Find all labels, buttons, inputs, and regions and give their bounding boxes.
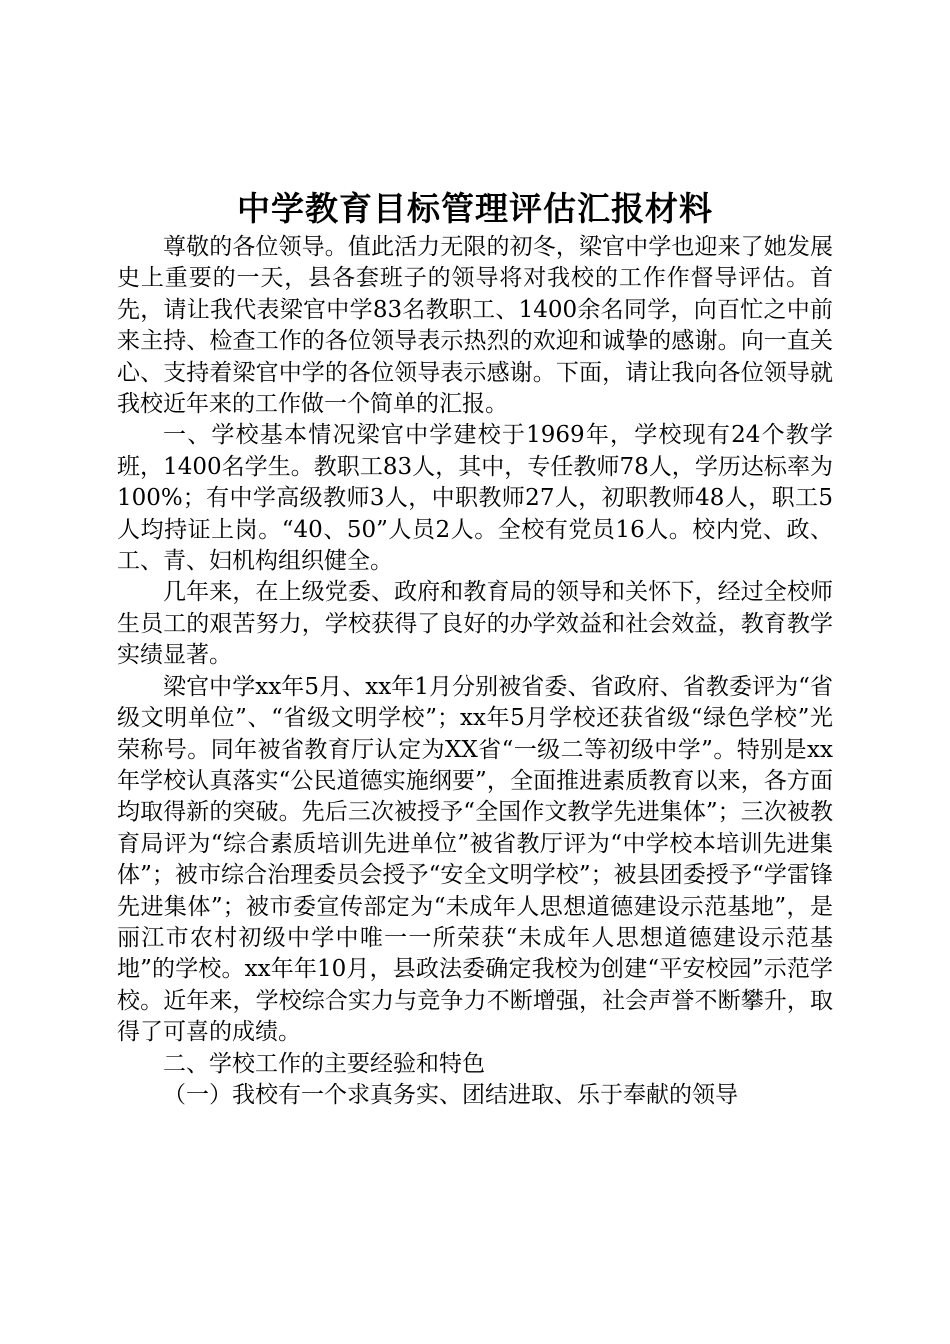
document-title: 中学教育目标管理评估汇报材料 [237,189,713,228]
document-body [117,232,833,1111]
section-heading-experience: 二、学校工作的主要经验和特色 [163,1050,485,1077]
paragraph-honors: 梁官中学xx年5月、xx年1月分别被省委、省政府、省教委评为“省级文明单位”、“省级文明学校”；xx年5月学校还获省级“绿色学校”光荣称号。同年被省教育厅认定为XX省“一级二等初级中学”。特别是xx年学校认真落实“公民道德实施纲要”，全面推进素质教育以来，各方面均取得新的突破。先后三次被授予“全国作文教学先进集体”；三次被教育局评为“综合素质培训先进单位”被省教厅评为“中学校本培训先进集体”；被市综合治理委员会授予“安全文明学校”；被县团委授予“学雷锋先进集体”；被市委宣传部定为“未成年人思想道德建设示范基地”，是丽江市农村初级中学中唯一一所荣获“未成年人思想道德建设示范基地”的学校。xx年年10月，县政法委确定我校为创建“平安校园”示范学校。近年来，学校综合实力与竞争力不断增强，社会声誉不断攀升，取得了可喜的成绩。 [117,673,833,1046]
paragraph-achievements-intro: 几年来，在上级党委、政府和教育局的领导和关怀下，经过全校师生员工的艰苦努力，学校获得了良好的办学效益和社会效益，教育教学实绩显著。 [117,579,833,669]
paragraph-basic-info: 一、学校基本情况梁官中学建校于1969年，学校现有24个教学班，1400名学生。教职工83人，其中，专任教师78人，学历达标率为100%；有中学高级教师3人，中职教师27人，初职教师48人，职工5人均持证上岗。“40、50”人员2人。全校有党员16人。校内党、政、工、青、妇机构组织健全。 [117,422,833,575]
paragraph-greeting: 尊敬的各位领导。值此活力无限的初冬，梁官中学也迎来了她发展史上重要的一天，县各套班子的领导将对我校的工作作督导评估。首先，请让我代表梁官中学83名教职工、1400余名同学，向百忙之中前来主持、检查工作的各位领导表示热烈的欢迎和诚挚的感谢。向一直关心、支持着梁官中学的各位领导表示感谢。下面，请让我向各位领导就我校近年来的工作做一个简单的汇报。 [117,234,833,418]
subsection-heading-leadership: （一）我校有一个求真务实、团结进取、乐于奉献的领导 [163,1081,738,1108]
